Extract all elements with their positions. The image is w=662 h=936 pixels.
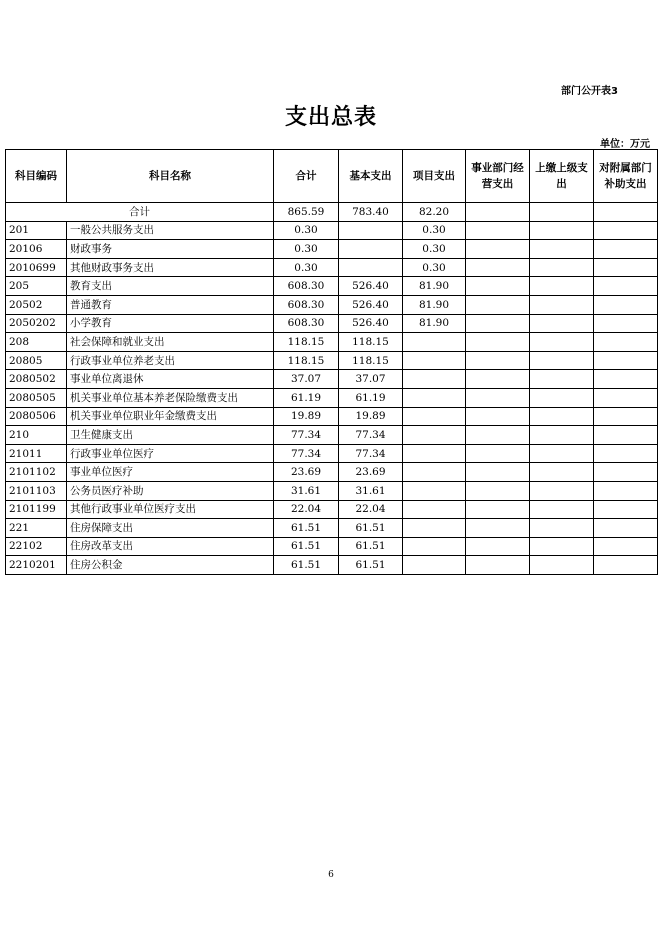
total-row (6, 203, 658, 222)
cell-subsidy (594, 314, 658, 333)
cell-total: 77.34 (274, 426, 339, 445)
cell-subsidy (594, 481, 658, 500)
cell-project (403, 426, 466, 445)
cell-code: 2101199 (6, 500, 67, 519)
column-header-code: 科目编码 (6, 150, 67, 203)
cell-remit (530, 481, 594, 500)
column-header-subsidy: 对附属部门补助支出 (594, 150, 658, 203)
cell-subsidy (594, 463, 658, 482)
cell-operating (466, 221, 530, 240)
cell-operating (466, 240, 530, 259)
total-row-remit (530, 203, 594, 222)
table-row (6, 295, 658, 314)
cell-basic: 118.15 (339, 351, 403, 370)
column-header-operating: 事业部门经营支出 (466, 150, 530, 203)
cell-name: 事业单位医疗 (67, 463, 274, 482)
cell-remit (530, 277, 594, 296)
cell-subsidy (594, 407, 658, 426)
cell-code: 20805 (6, 351, 67, 370)
cell-project: 0.30 (403, 240, 466, 259)
cell-code: 2101103 (6, 481, 67, 500)
cell-total: 0.30 (274, 221, 339, 240)
total-row-total: 865.59 (274, 203, 339, 222)
cell-basic: 118.15 (339, 333, 403, 352)
cell-total: 37.07 (274, 370, 339, 389)
cell-code: 22102 (6, 537, 67, 556)
page-title: 支出总表 (284, 105, 377, 130)
cell-operating (466, 426, 530, 445)
cell-remit (530, 426, 594, 445)
unit-label: 单位：万元 (600, 139, 650, 150)
cell-remit (530, 407, 594, 426)
cell-basic (339, 258, 403, 277)
cell-remit (530, 295, 594, 314)
cell-code: 20502 (6, 295, 67, 314)
expenditure-table (5, 149, 658, 575)
column-header-total: 合计 (274, 150, 339, 203)
cell-name: 行政事业单位养老支出 (67, 351, 274, 370)
cell-subsidy (594, 388, 658, 407)
table-row (6, 426, 658, 445)
cell-total: 61.51 (274, 556, 339, 575)
cell-code: 2210201 (6, 556, 67, 575)
column-header-basic: 基本支出 (339, 150, 403, 203)
cell-project: 81.90 (403, 295, 466, 314)
cell-basic: 22.04 (339, 500, 403, 519)
cell-operating (466, 333, 530, 352)
table-row (6, 258, 658, 277)
table-row (6, 388, 658, 407)
cell-operating (466, 463, 530, 482)
table-row (6, 314, 658, 333)
cell-basic: 61.51 (339, 556, 403, 575)
cell-remit (530, 240, 594, 259)
cell-project (403, 500, 466, 519)
cell-operating (466, 258, 530, 277)
cell-operating (466, 388, 530, 407)
cell-remit (530, 444, 594, 463)
cell-subsidy (594, 333, 658, 352)
cell-subsidy (594, 444, 658, 463)
cell-code: 2050202 (6, 314, 67, 333)
cell-code: 2080505 (6, 388, 67, 407)
cell-total: 19.89 (274, 407, 339, 426)
cell-code: 208 (6, 333, 67, 352)
cell-basic: 77.34 (339, 444, 403, 463)
table-row (6, 537, 658, 556)
cell-name: 其他财政事务支出 (67, 258, 274, 277)
cell-remit (530, 314, 594, 333)
total-row-project: 82.20 (403, 203, 466, 222)
cell-operating (466, 481, 530, 500)
table-row (6, 481, 658, 500)
cell-subsidy (594, 519, 658, 538)
cell-code: 221 (6, 519, 67, 538)
cell-name: 普通教育 (67, 295, 274, 314)
cell-operating (466, 556, 530, 575)
cell-code: 2010699 (6, 258, 67, 277)
cell-total: 0.30 (274, 258, 339, 277)
cell-name: 社会保障和就业支出 (67, 333, 274, 352)
cell-code: 2101102 (6, 463, 67, 482)
cell-subsidy (594, 277, 658, 296)
cell-total: 31.61 (274, 481, 339, 500)
cell-basic: 526.40 (339, 314, 403, 333)
cell-project (403, 556, 466, 575)
cell-code: 21011 (6, 444, 67, 463)
cell-project (403, 388, 466, 407)
cell-remit (530, 463, 594, 482)
cell-code: 210 (6, 426, 67, 445)
cell-operating (466, 277, 530, 296)
cell-total: 118.15 (274, 351, 339, 370)
cell-operating (466, 519, 530, 538)
cell-remit (530, 370, 594, 389)
cell-basic: 23.69 (339, 463, 403, 482)
cell-subsidy (594, 370, 658, 389)
cell-project (403, 370, 466, 389)
table-row (6, 463, 658, 482)
cell-operating (466, 314, 530, 333)
cell-subsidy (594, 295, 658, 314)
cell-project: 0.30 (403, 258, 466, 277)
cell-remit (530, 519, 594, 538)
table-row (6, 240, 658, 259)
total-row-operating (466, 203, 530, 222)
table-row (6, 556, 658, 575)
column-header-name: 科目名称 (67, 150, 274, 203)
cell-code: 20106 (6, 240, 67, 259)
cell-total: 77.34 (274, 444, 339, 463)
table-row (6, 277, 658, 296)
column-header-project: 项目支出 (403, 150, 466, 203)
table-row (6, 519, 658, 538)
cell-name: 住房保障支出 (67, 519, 274, 538)
cell-project (403, 407, 466, 426)
cell-name: 一般公共服务支出 (67, 221, 274, 240)
cell-subsidy (594, 500, 658, 519)
cell-operating (466, 295, 530, 314)
cell-basic: 19.89 (339, 407, 403, 426)
table-row (6, 500, 658, 519)
cell-name: 事业单位离退休 (67, 370, 274, 389)
cell-total: 608.30 (274, 295, 339, 314)
cell-subsidy (594, 221, 658, 240)
cell-remit (530, 500, 594, 519)
cell-name: 机关事业单位职业年金缴费支出 (67, 407, 274, 426)
table-row (6, 370, 658, 389)
cell-basic: 61.51 (339, 537, 403, 556)
cell-project: 0.30 (403, 221, 466, 240)
cell-remit (530, 388, 594, 407)
cell-project (403, 333, 466, 352)
cell-name: 住房改革支出 (67, 537, 274, 556)
cell-remit (530, 221, 594, 240)
cell-basic: 61.51 (339, 519, 403, 538)
table-row (6, 333, 658, 352)
cell-name: 住房公积金 (67, 556, 274, 575)
table-row (6, 351, 658, 370)
cell-subsidy (594, 537, 658, 556)
cell-operating (466, 370, 530, 389)
total-row-subsidy (594, 203, 658, 222)
cell-remit (530, 537, 594, 556)
column-header-remit: 上缴上级支出 (530, 150, 594, 203)
cell-name: 卫生健康支出 (67, 426, 274, 445)
cell-subsidy (594, 426, 658, 445)
cell-total: 22.04 (274, 500, 339, 519)
cell-name: 机关事业单位基本养老保险缴费支出 (67, 388, 274, 407)
cell-project (403, 351, 466, 370)
cell-project (403, 481, 466, 500)
cell-operating (466, 407, 530, 426)
cell-total: 23.69 (274, 463, 339, 482)
cell-total: 118.15 (274, 333, 339, 352)
total-row-basic: 783.40 (339, 203, 403, 222)
cell-subsidy (594, 556, 658, 575)
table-row (6, 444, 658, 463)
cell-total: 61.51 (274, 519, 339, 538)
cell-total: 61.51 (274, 537, 339, 556)
cell-code: 201 (6, 221, 67, 240)
cell-subsidy (594, 240, 658, 259)
cell-basic: 77.34 (339, 426, 403, 445)
total-row-label: 合计 (6, 203, 274, 222)
cell-name: 其他行政事业单位医疗支出 (67, 500, 274, 519)
page-number: 6 (328, 870, 334, 880)
cell-remit (530, 556, 594, 575)
cell-project (403, 537, 466, 556)
cell-name: 行政事业单位医疗 (67, 444, 274, 463)
cell-name: 小学教育 (67, 314, 274, 333)
cell-basic: 61.19 (339, 388, 403, 407)
cell-basic: 526.40 (339, 277, 403, 296)
cell-basic (339, 221, 403, 240)
document-label: 部门公开表3 (561, 86, 618, 97)
cell-operating (466, 500, 530, 519)
table-row (6, 407, 658, 426)
cell-code: 205 (6, 277, 67, 296)
cell-remit (530, 351, 594, 370)
cell-project: 81.90 (403, 277, 466, 296)
table-header-row (6, 150, 658, 203)
cell-total: 0.30 (274, 240, 339, 259)
cell-operating (466, 537, 530, 556)
cell-name: 公务员医疗补助 (67, 481, 274, 500)
cell-basic: 37.07 (339, 370, 403, 389)
cell-basic: 526.40 (339, 295, 403, 314)
cell-code: 2080506 (6, 407, 67, 426)
cell-project (403, 463, 466, 482)
cell-subsidy (594, 258, 658, 277)
cell-name: 财政事务 (67, 240, 274, 259)
cell-operating (466, 444, 530, 463)
cell-operating (466, 351, 530, 370)
table-row (6, 221, 658, 240)
cell-remit (530, 333, 594, 352)
cell-code: 2080502 (6, 370, 67, 389)
cell-basic: 31.61 (339, 481, 403, 500)
cell-project (403, 519, 466, 538)
cell-total: 608.30 (274, 277, 339, 296)
cell-remit (530, 258, 594, 277)
cell-project: 81.90 (403, 314, 466, 333)
cell-project (403, 444, 466, 463)
cell-total: 61.19 (274, 388, 339, 407)
cell-basic (339, 240, 403, 259)
cell-total: 608.30 (274, 314, 339, 333)
cell-name: 教育支出 (67, 277, 274, 296)
cell-subsidy (594, 351, 658, 370)
